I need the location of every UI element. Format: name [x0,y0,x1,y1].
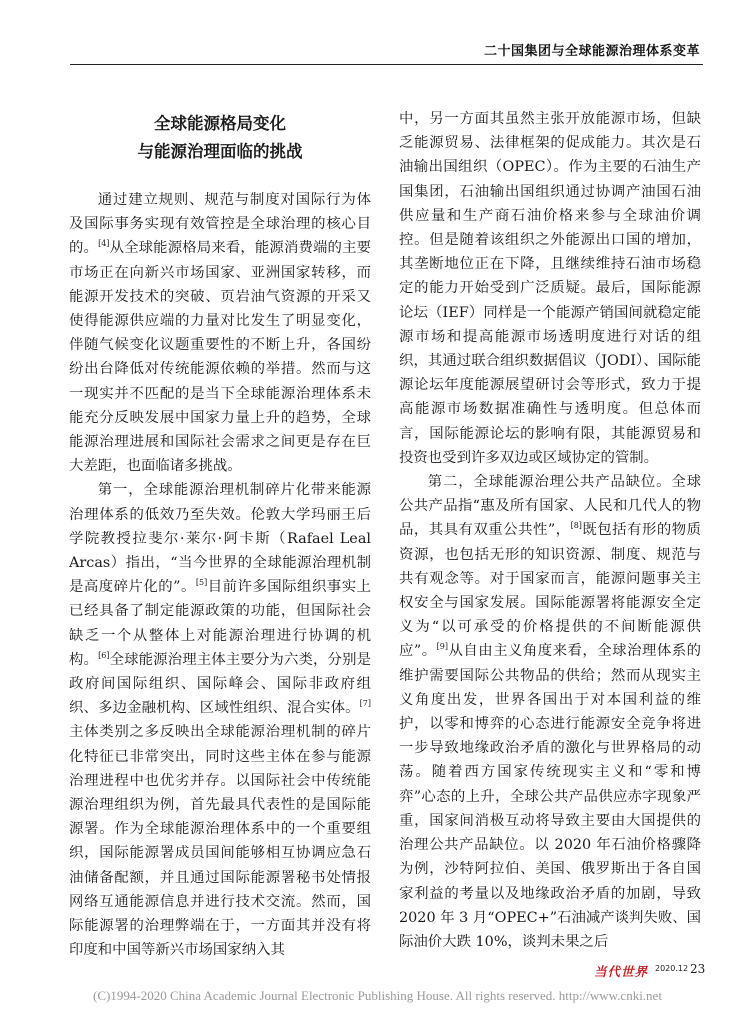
page-number: 23 [690,962,706,976]
left-column [69,108,371,963]
footnote-ref: [8] [570,521,582,531]
footnote-ref: [5] [195,578,208,588]
right-column [399,107,701,954]
section-title-line-2: 与能源治理面临的挑战 [137,142,303,161]
paragraph: 第二，全球能源治理公共产品缺位。全球公共产品指“惠及所有国家、人民和几代人的物品，其具有双重公共性”，[8]既包括有形的物质资源，也包括无形的知识资源、制度、规范与共有观念等。对于国家而言，能源问题事关主权安全与国家发展。国际能源署将能源安全定义为“以可承受的价格提供的不间断能源供应”。[9]从自由主义角度来看，全球治理体系的维护需要国际公共物品的供给；然而从现实主义角度出发，世界各国出于对本国利益的维护，以零和博弈的心态进行能源安全竞争将进一步导致地缘政治矛盾的激化与世界格局的动荡。随着西方国家传统现实主义和“零和博弈”心态的上升，全球公共产品供应赤字现象严重，国家间消极互动将导致主要由大国提供的治理公共产品缺位。以 2020 年石油价格骤降为例，沙特阿拉伯、美国、俄罗斯出于各自国家利益的考量以及地缘政治矛盾的加剧，导致 2020 年 3 月“OPEC+”石油减产谈判失败、国际油价大跌 10%，谈判未果之后 [399,474,701,950]
footnote-ref: [7] [359,699,371,709]
paragraph-continued: 中，另一方面其虽然主张开放能源市场，但缺乏能源贸易、法律框架的促成能力。其次是石油输出国组织（OPEC）。作为主要的石油生产国集团，石油输出国组织通过协调产油国石油供应量和生产商石油价格来参与全球油价调控。但是随着该组织之外能源出口国的增加，其垄断地位正在下降，且继续维持石油市场稳定的能力开始受到广泛质疑。最后，国际能源论坛（IEF）同样是一个能源产销国间就稳定能源市场和提高能源市场透明度进行对话的组织，其通过联合组织数据倡议（JODI）、国际能源论坛年度能源展望研讨会等形式，致力于提高能源市场数据准确性与透明度。但总体而言，国际能源论坛的影响有限，其能源贸易和投资也受到许多双边或区域协定的管制。 [399,111,701,466]
section-title-line-1: 全球能源格局变化 [154,114,286,133]
footnote-ref: [9] [436,642,448,652]
issue-date: 2020.12 [655,964,689,973]
journal-brand-logo: 当代世界 [594,964,649,979]
paragraph: 第一，全球能源治理机制碎片化带来能源治理体系的低效乃至失效。伦敦大学玛丽王后学院教授拉斐尔·莱尔·阿卡斯（Rafael Leal Arcas）指出，“当今世界的全球能源治理机制是高度碎片化的”。[5]目前许多国际组织事实上已经具备了制定能源政策的功能，但国际社会缺乏一个从整体上对能源治理进行协调的机构。[6]全球能源治理主体主要分为六类，分别是政府间国际组织、国际峰会、国际非政府组织、多边金融机构、区域性组织、混合实体。[7]主体类别之多反映出全球能源治理机制的碎片化特征已非常突出，同时这些主体在参与能源治理进程中也优劣并存。以国际社会中传统能源治理组织为例，首先最具代表性的是国际能源署。作为全球能源治理体系中的一个重要组织，国际能源署成员国间能够相互协调应急石油储备配额，并且通过国际能源署秘书处情报网络互通能源信息并进行技术交流。然而，国际能源署的治理弊端在于，一方面其并没有将印度和中国等新兴市场国家纳入其 [69,482,371,959]
header-rule [70,64,703,65]
paragraph: 通过建立规则、规范与制度对国际行为体及国际事务实现有效管控是全球治理的核心目的。[4]从全球能源格局来看，能源消费端的主要市场正在向新兴市场国家、亚洲国家转移，而能源开发技术的突破、页岩油气资源的开采又使得能源供应端的力量对比发生了明显变化，伴随气候变化议题重要性的不断上升，各国纷纷出台降低对传统能源依赖的举措。然而与这一现实并不匹配的是当下全球能源治理体系未能充分反映发展中国家力量上升的趋势，全球能源治理进展和国际社会需求之间更是存在巨大差距，也面临诸多挑战。 [69,192,371,475]
footnote-ref: [4] [98,239,110,249]
section-title [69,110,371,166]
running-header-title: 二十国集团与全球能源治理体系变革 [483,44,700,59]
copyright-watermark: (C)1994-2020 China Academic Journal Electronic Publishing House. All rights reserved. http://www.cnki.net [93,988,662,1003]
footnote-ref: [6] [98,650,110,660]
